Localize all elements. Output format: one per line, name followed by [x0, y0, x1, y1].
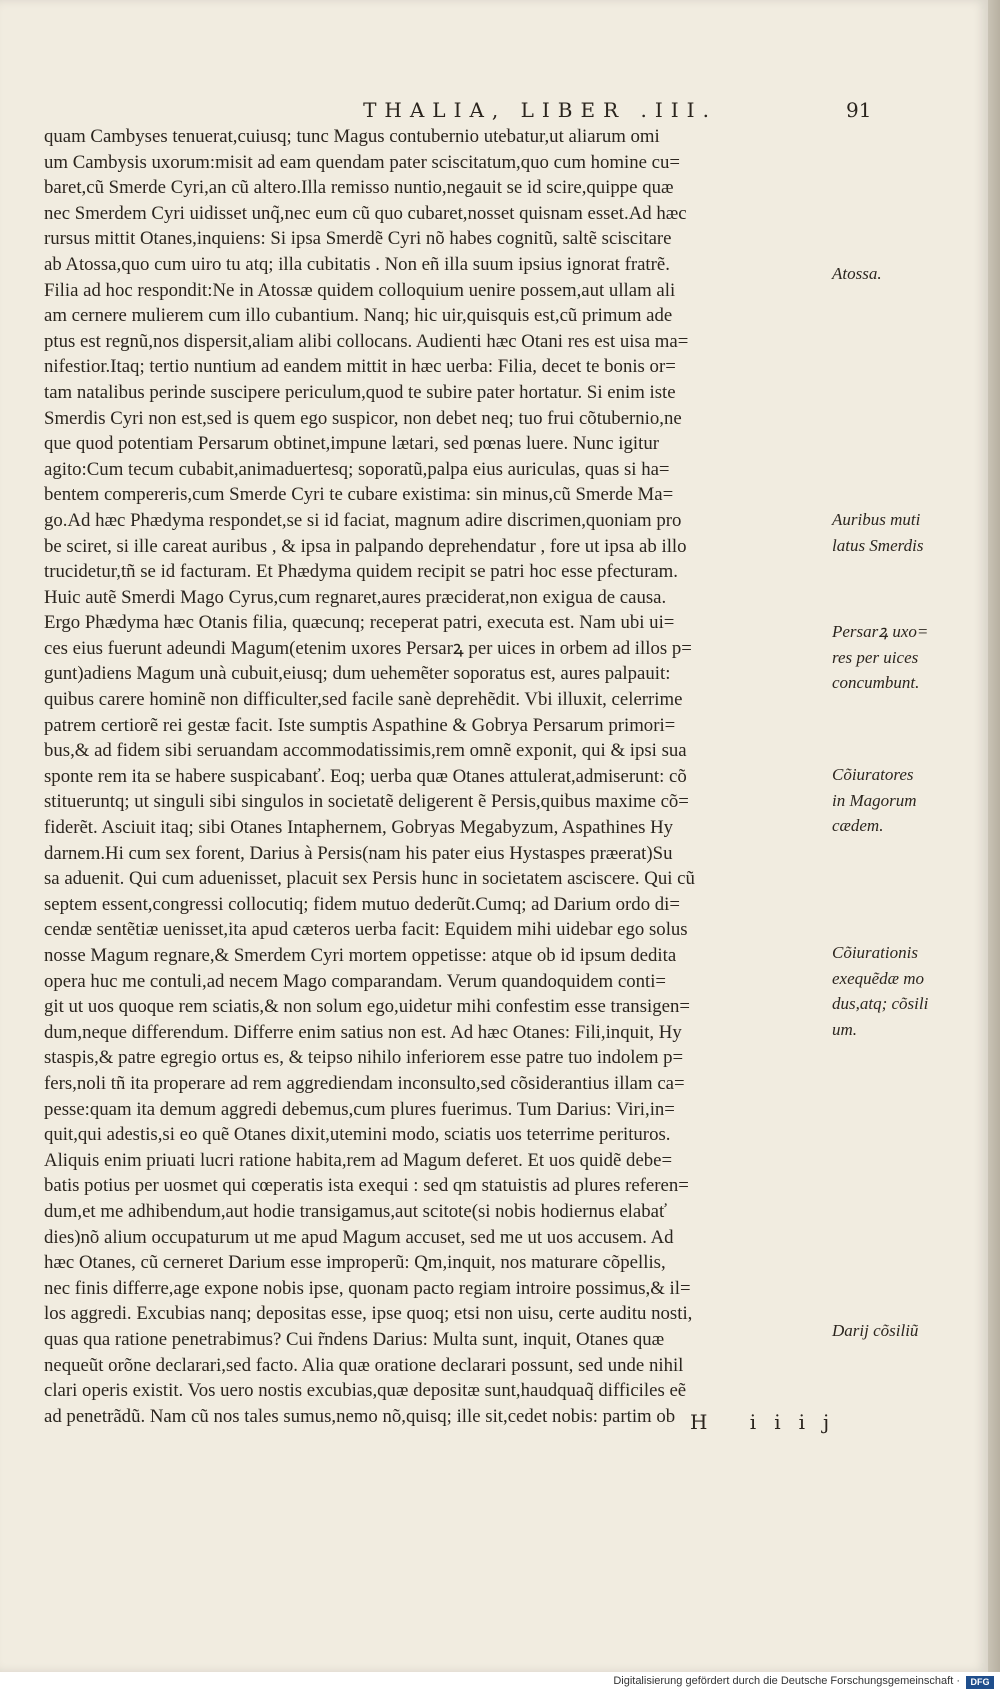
text-line: stitueruntq; ut singuli sibi singulos in societatẽ deligerent ẽ Persis,quibus maxime cõ= [44, 791, 689, 813]
side-note-line: res per uices [832, 647, 919, 667]
side-note-coniuratores [832, 762, 944, 839]
text-line: ad penetrãdũ. Nam cũ nos tales sumus,nemo nõ,quisq; ille sit,cedet nobis: partim ob [44, 1405, 676, 1427]
text-line: ptus est regnũ,nos dispersit,aliam alibi collocans. Audienti hæc Otani res est uisa ma= [44, 330, 689, 352]
side-note-line: in Magorum [832, 790, 917, 810]
text-line: Ergo Phædyma hæc Otanis filia, quæcunq; receperat patri, executa est. Nam ubi ui= [44, 612, 675, 634]
side-note-line: Darij cõsiliũ [832, 1321, 919, 1340]
side-note-auribus [832, 507, 944, 558]
side-note-line: Persarꝝ uxo= [832, 622, 929, 641]
text-line: quas qua ratione penetrabimus? Cui r̃ndens Darius: Multa sunt, inquit, Otanes quæ [44, 1328, 665, 1350]
text-line: staspis,& patre egregio ortus es, & teipso nihilo inferiorem esse patre tuo indolem p= [44, 1047, 684, 1069]
text-line: tam natalibus perinde suscipere periculum,quod te subire pater hortatur. Si enim iste [44, 381, 676, 403]
text-line: batis potius per uosmet qui cœperatis ista exequi : sed qm statuistis ad plures referen= [44, 1175, 689, 1197]
side-note-line: um. [832, 1019, 858, 1039]
book-spine [988, 0, 1000, 1672]
text-line: bentem compereris,cum Smerde Cyri te cubare existima: sin minus,cũ Smerde Ma= [44, 484, 674, 506]
text-line: cendæ sentẽtiæ uenisset,ita apud cæteros uerba facit: Equidem mihi uidebar ego solus [44, 919, 688, 941]
text-line: ab Atossa,quo cum uiro tu atq; illa cubitatis . Non eñ illa suum ipsius ignorat fratrẽ. [44, 253, 670, 275]
side-note-line: Cõiurationis [832, 943, 918, 962]
text-line: pesse:quam ita demum aggredi debemus,cum plures fuerimus. Tum Darius: Viri,in= [44, 1098, 675, 1120]
side-note-atossa [832, 261, 944, 287]
text-line: septem essent,congressi collocutiq; fidem mutuo dederũt.Cumq; ad Darium ordo di= [44, 893, 680, 915]
side-note-persarum [832, 619, 944, 696]
text-line: los aggredi. Excubias nanq; depositas esse, ipse quoq; etsi non uisu, certe auditu nosti, [44, 1303, 693, 1325]
dfg-logo-icon: DFG [966, 1676, 994, 1689]
side-note-line: dus,atq; cõsili [832, 994, 929, 1014]
text-line: bus,& ad fidem sibi seruandam accommodatissimis,rem omnẽ exponit, qui & ipsi sua [44, 740, 687, 762]
text-line: trucidetur,tñ se id facturam. Et Phædyma quidem recipit se patri hoc esse pfecturam. [44, 561, 678, 583]
text-line: quam Cambyses tenuerat,cuiusq; tunc Magus contubernio utebatur,ut aliarum omi [44, 126, 660, 147]
body-text [44, 124, 824, 1429]
text-line: sa aduenit. Qui cum aduenisset, placuit sex Persis hunc in societatem asciscere. Qui cũ [44, 868, 695, 890]
side-note-line: cædem. [832, 816, 884, 836]
text-line: Smerdis Cyri non est,sed is quem ego suspicor, non debet neq; tuo frui cõtubernio,ne [44, 407, 682, 429]
text-line: git ut uos quoque rem sciatis,& non solum ego,uidetur mihi confestim esse transigen= [44, 996, 690, 1018]
text-line: be sciret, si ille careat auribus , & ipsa in palpando deprehendatur , fore ut ipsa ab illo [44, 535, 687, 557]
digitization-footer [0, 1672, 1000, 1693]
text-line: um Cambysis uxorum:misit ad eam quendam pater sciscitatum,quo cum homine cu= [44, 151, 680, 173]
text-line: nifestior.Itaq; tertio nuntium ad eandem mittit in hæc uerba: Filia, decet te bonis or= [44, 356, 676, 378]
text-line: Aliquis enim priuati lucri ratione habita,rem ad Magum deferet. Et uos quidẽ debe= [44, 1149, 673, 1171]
text-line: fers,noli tñ ita properare ad rem aggrediendam inconsulto,sed cõsiderantius illam ca= [44, 1072, 685, 1094]
text-line: dum,neque differendum. Differre enim satius non est. Ad hæc Otanes: Fili,inquit, Hy [44, 1021, 682, 1043]
text-line: fiderẽt. Asciuit itaq; sibi Otanes Intaphernem, Gobryas Megabyzum, Aspathines Hy [44, 817, 674, 839]
text-line: go.Ad hæc Phædyma respondet,se si id faciat, magnum adire discrimen,quoniam pro [44, 509, 682, 531]
text-line: nosse Magum regnare,& Smerdem Cyri mortem oppetisse: atque ob id ipsum dedita [44, 945, 677, 966]
text-line: Huic autẽ Smerdi Mago Cyrus,cum regnaret,aures præciderat,non exigua de causa. [44, 586, 667, 608]
side-note-line: exequẽdæ mo [832, 968, 925, 988]
text-line: agito:Cum tecum cubabit,animaduertesq; soporatũ,palpa eius auriculas, quas si ha= [44, 458, 670, 480]
text-line: Filia ad hoc respondit:Ne in Atossæ quidem colloquium uenire possem,aut ullam ali [44, 279, 676, 301]
text-line: patrem certiorẽ rei gestæ facit. Iste sumptis Aspathine & Gobrya Persarum primori= [44, 714, 676, 736]
text-line: hæc Otanes, cũ cerneret Darium esse improperũ: Qm,inquit, nos maturare cõpellis, [44, 1252, 666, 1274]
text-line: nequeũt orõne declarari,sed facto. Alia quæ oratione declarari possunt, sed unde nihil [44, 1354, 684, 1376]
footer-text: Digitalisierung gefördert durch die Deutsche Forschungsgemeinschaft · [613, 1675, 960, 1687]
text-line: que quod potentiam Persarum obtinet,impune lætari, sed pœnas luere. Nunc igitur [44, 433, 659, 455]
side-note-line: concumbunt. [832, 673, 920, 693]
side-note-darii [832, 1318, 944, 1344]
text-line: nec Smerdem Cyri uidisset unq̃,nec eum cũ quo cubaret,nosset quisnam esset.Ad hæc [44, 202, 687, 224]
text-line: quit,qui adestis,si eo quẽ Otanes dixit,utemini modo, sciatis uos teterrime perituros. [44, 1124, 671, 1146]
side-note-line: Atossa. [832, 264, 882, 283]
text-line: am cernere mulierem cum illo cubantium. Nanq; hic uir,quisquis est,cũ primum ade [44, 305, 673, 327]
text-line: ces eius fuerunt adeundi Magum(etenim uxores Persarꝝ per uices in orbem ad illos p= [44, 637, 692, 659]
text-line: clari operis existit. Vos uero nostis excubias,quæ depositæ sunt,haudquaq̃ difficiles eẽ [44, 1380, 687, 1402]
text-line: dum,et me adhibendum,aut hodie transigamus,aut scitote(si nobis hodiernus elabať [44, 1200, 667, 1222]
running-title: THALIA, LIBER .III. [363, 98, 717, 122]
text-line: dies)nõ alium occupaturum ut me apud Magum accuset, sed me ut uos accusem. Ad [44, 1226, 674, 1248]
signature-mark: H iiij [690, 1410, 848, 1434]
text-line: gunt)adiens Magum unà cubuit,eiusq; dum uehemẽter soporatus est, aures palpauit: [44, 663, 671, 685]
text-line: darnem.Hi cum sex forent, Darius à Persis(nam his pater eius Hystaspes præerat)Su [44, 842, 673, 864]
text-line: opera huc me contuli,ad necem Mago comparandam. Verum quandoquidem conti= [44, 970, 667, 992]
text-line: quibus carere hominẽ non difficulter,sed facile sanè deprehẽdit. Vbi illuxit, celerrime [44, 689, 683, 711]
side-note-line: Auribus muti [832, 510, 921, 529]
side-note-coniurationis [832, 940, 944, 1042]
side-note-line: latus Smerdis [832, 535, 924, 555]
text-line: baret,cũ Smerde Cyri,an cũ altero.Illa remisso nuntio,negauit se id scire,quippe quæ [44, 177, 674, 199]
text-line: rursus mittit Otanes,inquiens: Si ipsa Smerdẽ Cyri nõ habes cognitũ, saltẽ sciscitare [44, 228, 672, 250]
text-line: sponte rem ita se habere suspicabanť. Eoq; uerba quæ Otanes attulerat,admiserunt: cõ [44, 765, 687, 787]
page-number: 91 [846, 98, 872, 122]
text-line: nec finis differre,age expone nobis ipse, quonam pacto regiam introire possimus,& il= [44, 1277, 691, 1299]
side-note-line: Cõiuratores [832, 765, 914, 784]
